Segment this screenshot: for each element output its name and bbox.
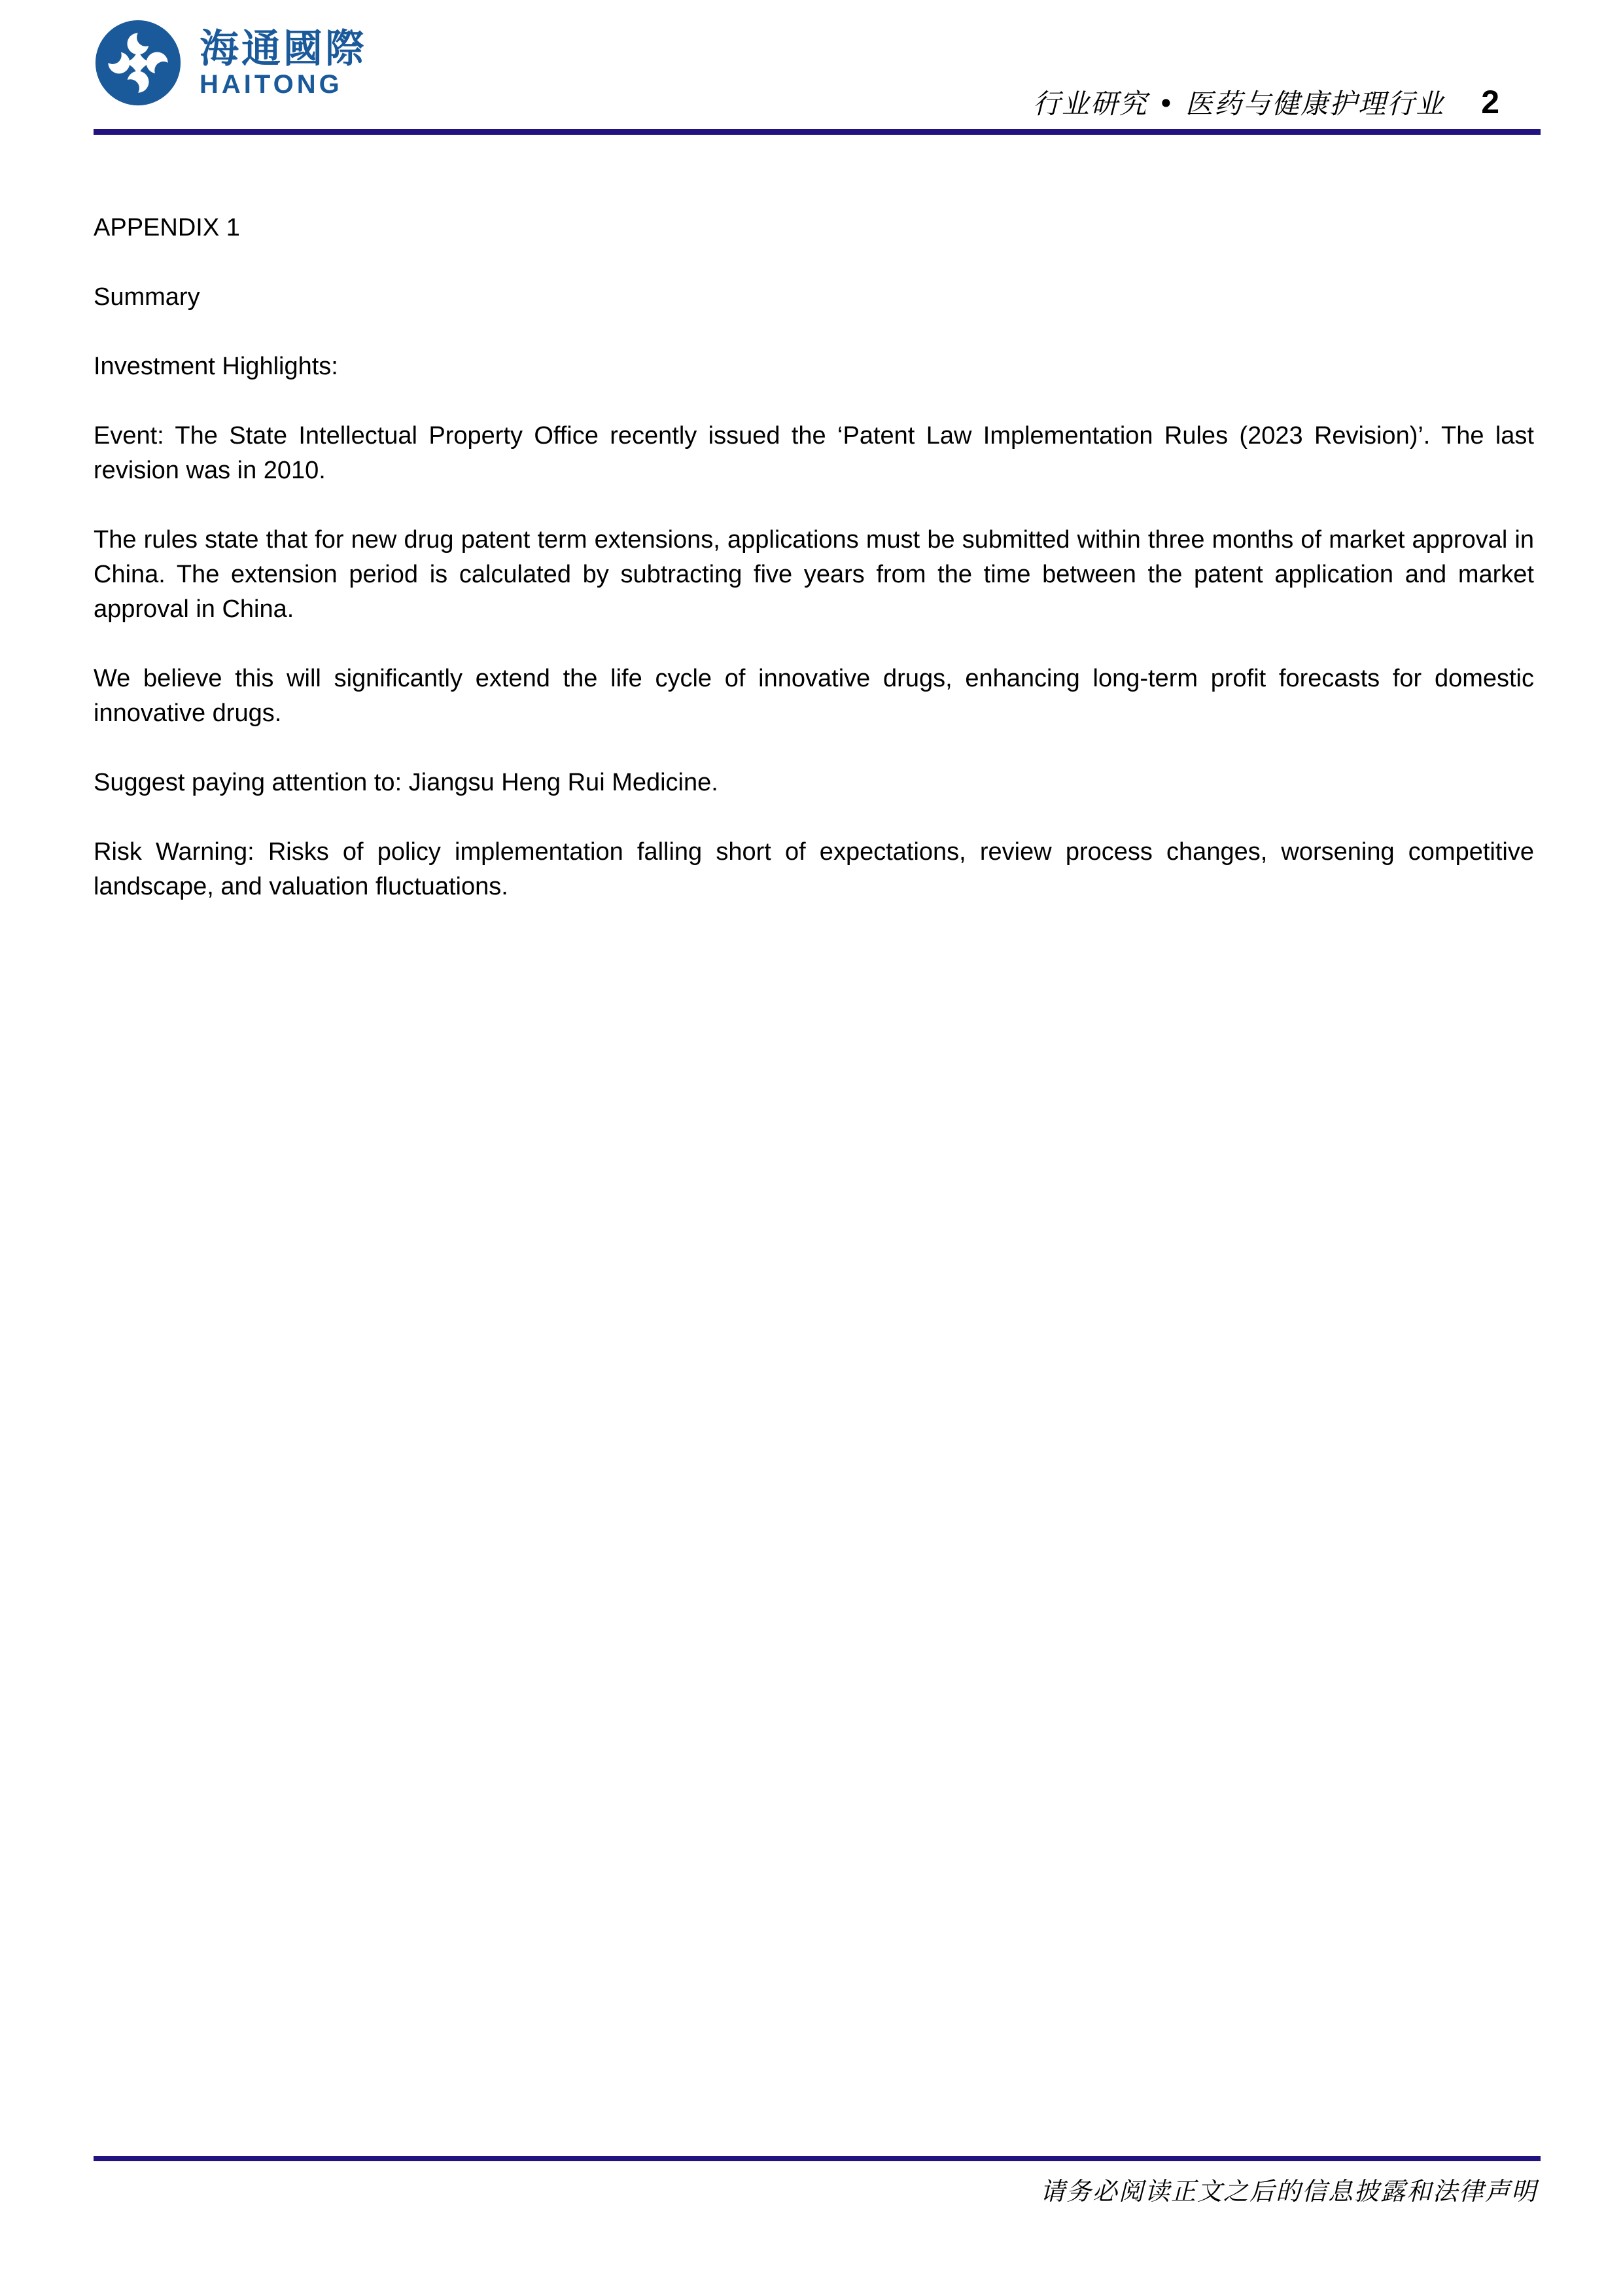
belief-paragraph: We believe this will significantly extend the life cycle of innovative drugs, enhancing long-term profit forecasts for domestic innovative drugs. — [94, 665, 1534, 727]
appendix-heading: APPENDIX 1 — [94, 214, 240, 241]
suggestion-paragraph: Suggest paying attention to: Jiangsu Heng Rui Medicine. — [94, 769, 718, 796]
highlights-heading: Investment Highlights: — [94, 353, 338, 380]
haitong-logo — [94, 18, 367, 107]
risk-warning-paragraph: Risk Warning: Risks of policy implementation falling short of expectations, review process changes, worsening competitive landscape, and valuation fluctuations. — [94, 838, 1534, 900]
header-meta — [1033, 82, 1499, 122]
report-category: 行业研究 • 医药与健康护理行业 — [1032, 88, 1445, 120]
summary-heading: Summary — [94, 283, 200, 311]
page-number: 2 — [1481, 84, 1499, 120]
rules-paragraph: The rules state that for new drug patent term extensions, applications must be submitted within three months of market approval in China. The extension period is calculated by subtracting five years from the time between the patent application and market approval in China. — [94, 526, 1534, 623]
report-body — [94, 211, 1534, 939]
header-divider — [94, 129, 1541, 135]
logo-wordmark — [200, 27, 367, 98]
logo-chinese-name: 海通國際 — [200, 26, 367, 72]
haitong-emblem-icon — [94, 18, 183, 107]
logo-english-name: HAITONG — [200, 70, 343, 99]
event-paragraph: Event: The State Intellectual Property Office recently issued the ‘Patent Law Implementation Rules (2023 Revision)’. The last revision was in 2010. — [94, 422, 1534, 484]
footer-disclaimer: 请务必阅读正文之后的信息披露和法律声明 — [1039, 2177, 1537, 2206]
footer-divider — [94, 2156, 1541, 2161]
